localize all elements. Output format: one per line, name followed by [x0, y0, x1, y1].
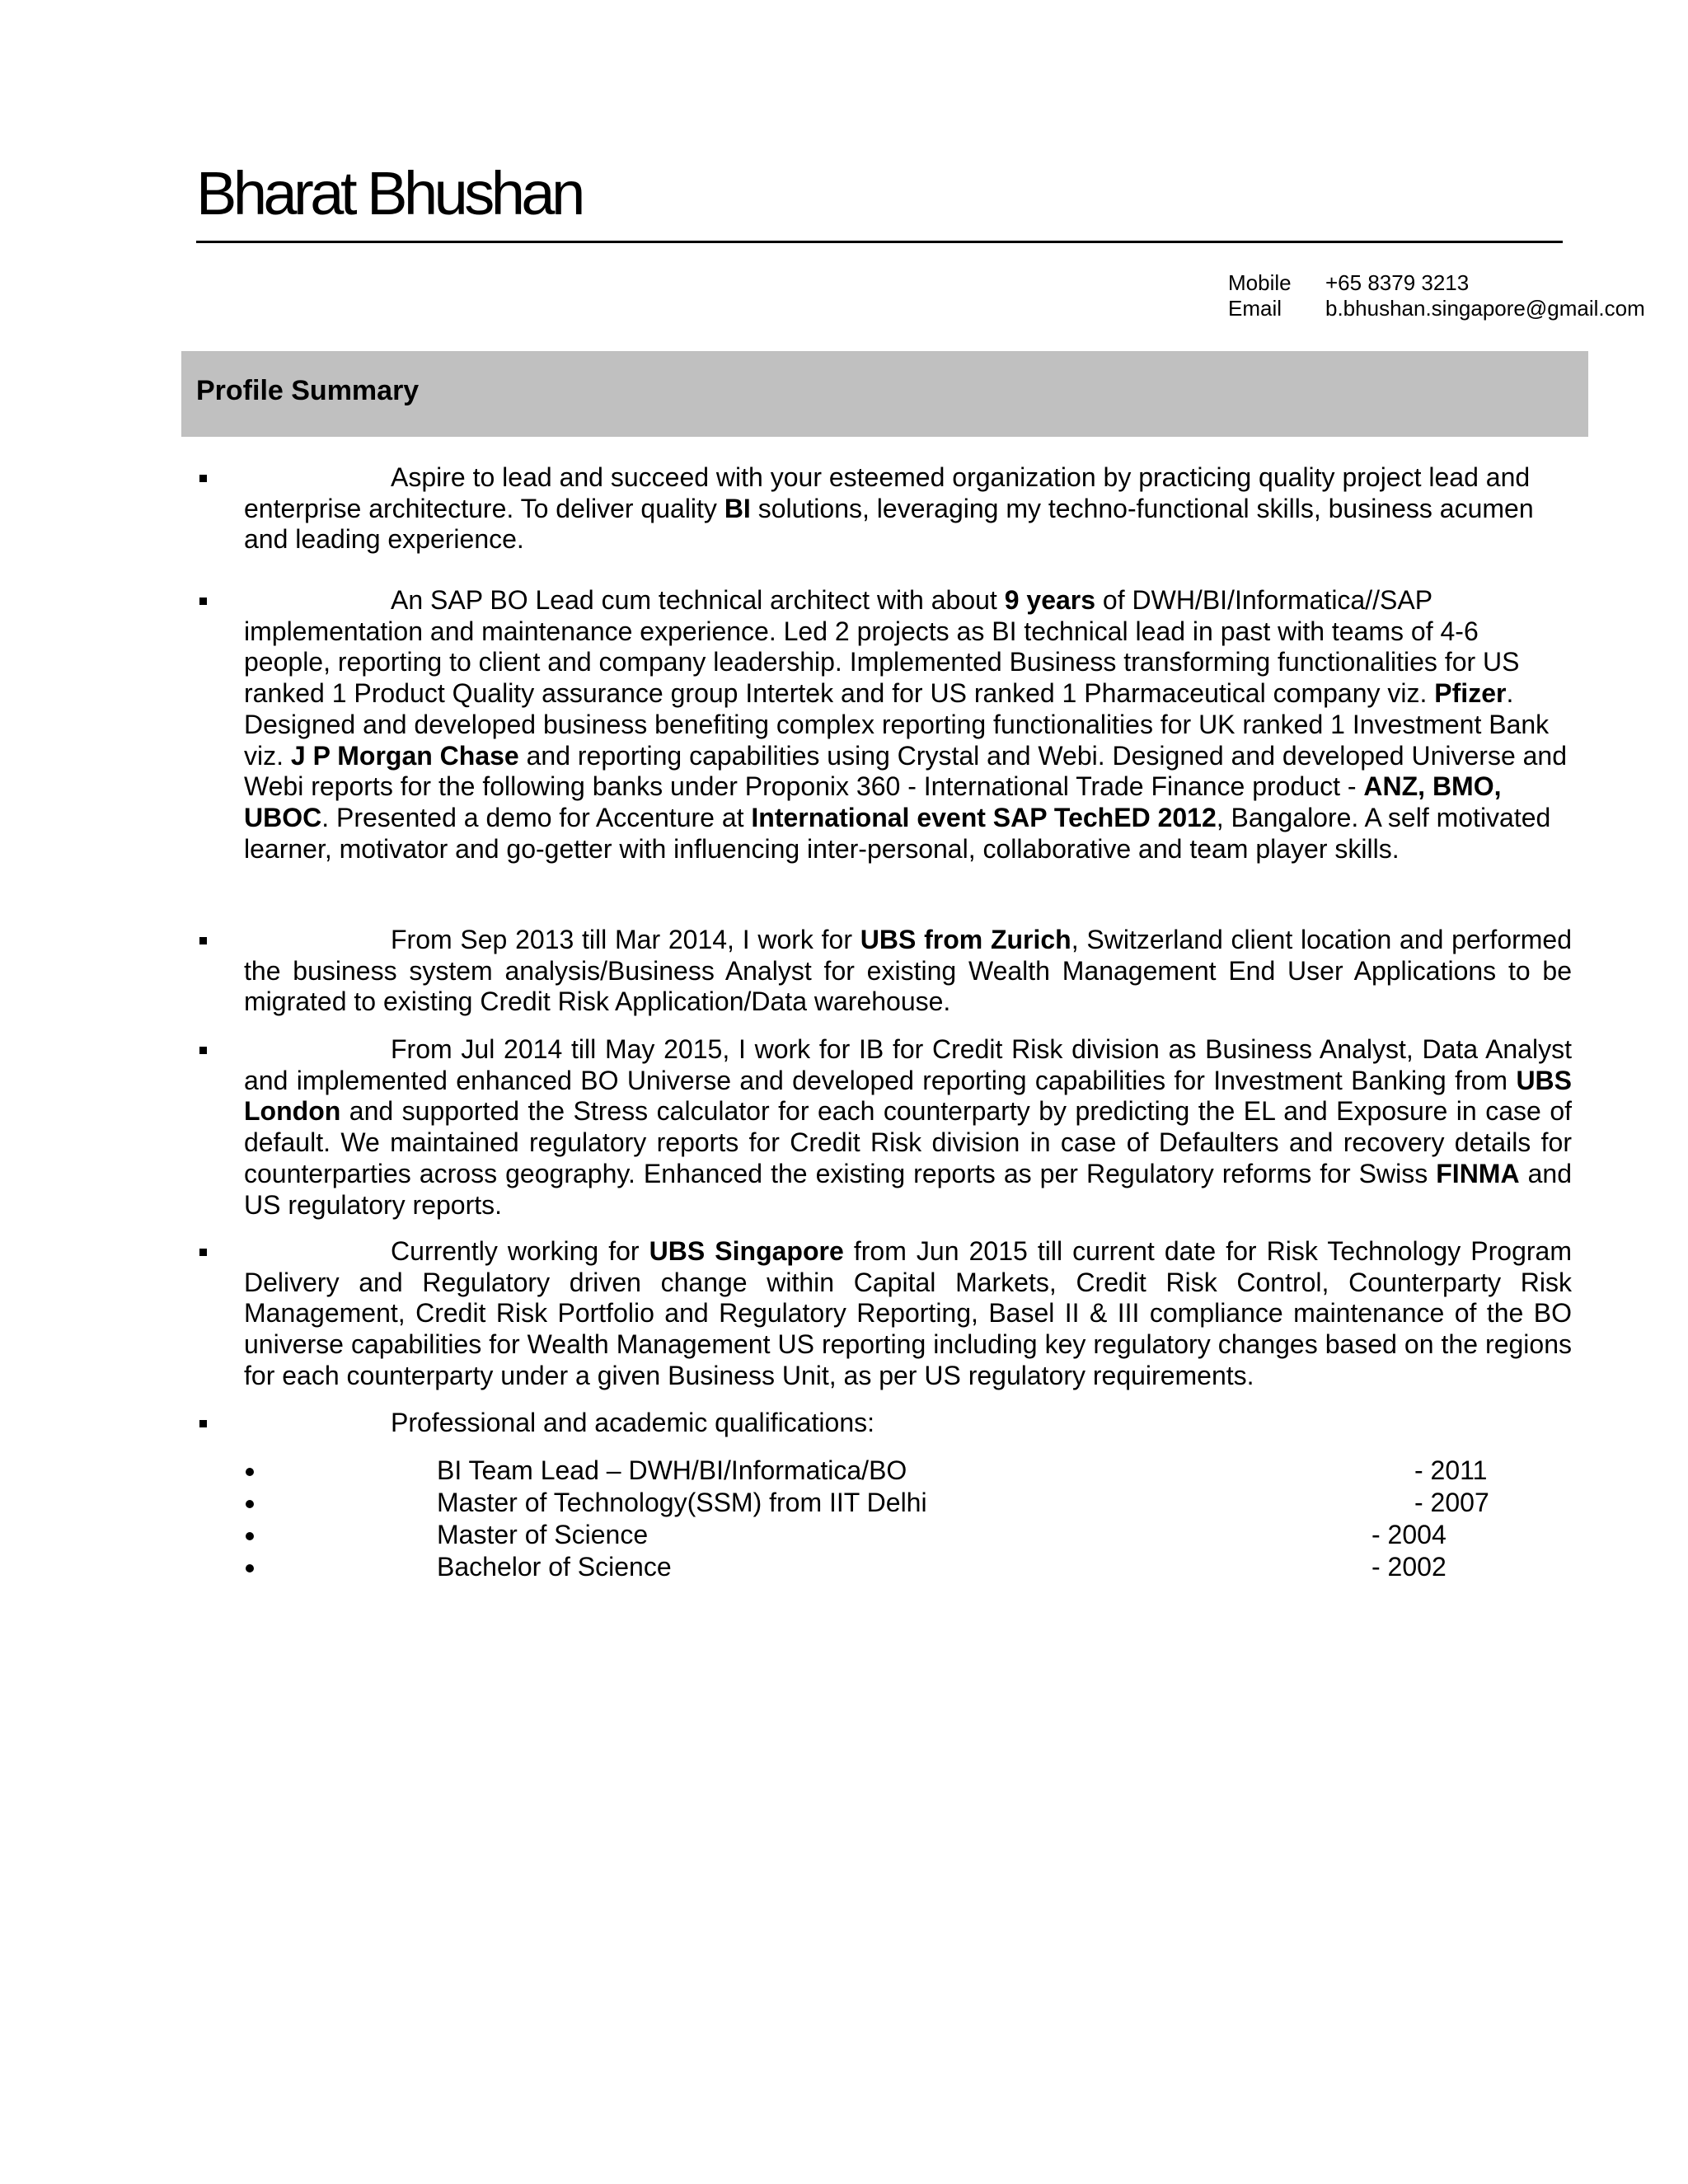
emphasis-text: Pfizer [1434, 678, 1507, 709]
square-bullet-icon [199, 475, 207, 482]
emphasis-text: International event SAP TechED 2012 [751, 802, 1217, 832]
section-title: Profile Summary [196, 375, 420, 406]
contact-mobile-value: +65 8379 3213 [1325, 270, 1470, 295]
summary-item [244, 585, 1572, 865]
body-text: , Bangalore. A self motivated learner, motivator and go-getter with influencing inter-personal, collaborative and team player skills. [244, 802, 1551, 864]
body-text: and supported the Stress calculator for each counterparty by predicting the EL and Exposure in case of default. We maintained regulatory reports for Credit Risk division in case of Defaulters and recovery details for counterparties across geography. Enhanced the existing reports as per Regulatory reforms for Swiss [244, 1096, 1572, 1188]
contact-block [1228, 270, 1645, 321]
name-divider [196, 241, 1563, 243]
body-text: . Presented a demo for Accenture at [321, 802, 752, 832]
qualification-item [244, 1551, 1563, 1583]
contact-email [1228, 296, 1645, 321]
qualification-year: - 2007 [1414, 1488, 1489, 1517]
qualification-name: Bachelor of Science [437, 1552, 672, 1582]
round-bullet-icon [246, 1564, 254, 1572]
body-text: Currently working for [391, 1236, 649, 1266]
body-text: Aspire to lead and succeed with your esteemed organization by practicing quality project lead and enterprise architecture. To deliver quality [244, 462, 1531, 523]
summary-item [244, 925, 1572, 1018]
summary-item-text [244, 462, 1572, 555]
summary-item [244, 1034, 1572, 1221]
round-bullet-icon [246, 1500, 254, 1508]
square-bullet-icon [199, 1249, 207, 1256]
profile-summary-header [181, 351, 1588, 437]
body-text: , Switzerland client location and performed the business system analysis/Business Analyst for existing Wealth Management End User Applications to be migrated to existing Credit Risk Application/Data warehouse. [244, 925, 1573, 1017]
qualification-name: BI Team Lead – DWH/BI/Informatica/BO [437, 1455, 907, 1485]
body-text: from Jun 2015 till current date for Risk Technology Program Delivery and Regulatory driven change within Capital Markets, Credit Risk Control, Counterparty Risk Management, Credit Risk Portfolio and Regulatory Reporting, Basel II & III compliance maintenance of the BO universe capabilities for Wealth Management US reporting including key regulatory changes based on the regions for each counterparty under a given Business Unit, as per US regulatory requirements. [244, 1236, 1572, 1390]
contact-email-value: b.bhushan.singapore@gmail.com [1325, 296, 1645, 321]
emphasis-text: UBS Singapore [649, 1236, 844, 1266]
qualification-item [244, 1455, 1563, 1487]
qualification-item [244, 1519, 1563, 1551]
contact-mobile-label: Mobile [1228, 270, 1292, 295]
contact-email-label: Email [1228, 296, 1282, 321]
contact-mobile [1228, 270, 1645, 296]
body-text: From Jul 2014 till May 2015, I work for IB for Credit Risk division as Business Analyst, Data Analyst and implemented enhanced BO Universe and developed reporting capabilities for Investment Banking from [244, 1034, 1572, 1095]
emphasis-text: UBS from Zurich [860, 925, 1071, 954]
summary-item-text [244, 1034, 1572, 1221]
emphasis-text: 9 years [1004, 585, 1096, 615]
qualification-name: Master of Science [437, 1520, 649, 1549]
qualification-year: - 2002 [1372, 1552, 1447, 1582]
emphasis-text: BI [724, 493, 751, 523]
body-text: From Sep 2013 till Mar 2014, I work for [391, 925, 860, 954]
body-text: An SAP BO Lead cum technical architect with about [391, 585, 1005, 615]
square-bullet-icon [199, 1420, 207, 1427]
summary-item-text [244, 585, 1572, 865]
emphasis-text: J P Morgan Chase [290, 740, 519, 771]
summary-item [244, 1408, 1572, 1439]
emphasis-text: FINMA [1436, 1158, 1520, 1188]
square-bullet-icon [199, 598, 207, 605]
qualification-name: Master of Technology(SSM) from IIT Delhi [437, 1488, 927, 1517]
square-bullet-icon [199, 1047, 207, 1054]
qualification-item [244, 1487, 1563, 1519]
body-text: solutions, leveraging my techno-functional skills, business acumen and leading experience. [244, 493, 1534, 555]
summary-item-text [244, 1236, 1572, 1392]
emphasis-text: ANZ, BMO, UBOC [244, 771, 1502, 832]
qualification-year: - 2004 [1372, 1520, 1447, 1549]
summary-item-text [244, 1408, 1572, 1439]
square-bullet-icon [199, 937, 207, 944]
round-bullet-icon [246, 1468, 254, 1476]
summary-item-text [244, 925, 1572, 1018]
body-text: . Designed and developed business benefiting complex reporting functionalities for UK ranked 1 Investment Bank viz. [244, 678, 1550, 771]
qualification-year: - 2011 [1414, 1455, 1488, 1485]
summary-item [244, 462, 1572, 555]
body-text: Professional and academic qualifications: [391, 1408, 874, 1437]
qualifications-list [244, 1455, 1563, 1583]
emphasis-text: UBS London [244, 1065, 1572, 1127]
body-text: and reporting capabilities using Crystal and Webi. Designed and developed Universe and Webi reports for the following banks under Proponix 360 - International Trade Finance product - [244, 740, 1568, 802]
body-text: and US regulatory reports. [244, 1158, 1572, 1220]
summary-item [244, 1236, 1572, 1392]
body-text: of DWH/BI/Informatica//SAP implementation and maintenance experience. Led 2 projects as BI technical lead in past with teams of 4-6 people, reporting to client and company leadership. Implemented Business transforming functionalities for US ranked 1 Product Quality assurance group Intertek and for US ranked 1 Pharmaceutical company viz. [244, 585, 1520, 709]
candidate-name: Bharat Bhushan [196, 159, 582, 227]
round-bullet-icon [246, 1532, 254, 1540]
